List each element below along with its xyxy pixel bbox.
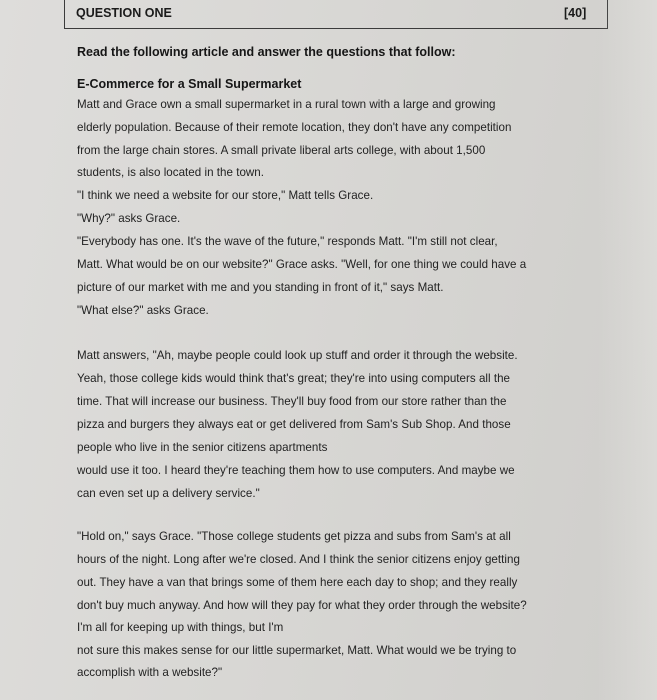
article-line: students, is also located in the town. (77, 166, 265, 179)
article-line: "I think we need a website for our store," Matt tells Grace. (77, 189, 374, 202)
article-line: I'm all for keeping up with things, but I'm (77, 621, 284, 634)
article-line: picture of our market with me and you standing in front of it," says Matt. (77, 281, 444, 294)
article-line: Matt answers, "Ah, maybe people could look up stuff and order it through the website. (77, 349, 518, 362)
article-line: "Hold on," says Grace. "Those college students get pizza and subs from Sam's at all (77, 530, 511, 543)
article-line: "What else?" asks Grace. (77, 304, 209, 317)
article-line: "Everybody has one. It's the wave of the future," responds Matt. "I'm still not clear, (77, 235, 498, 248)
article-line: pizza and burgers they always eat or get delivered from Sam's Sub Shop. And those (77, 418, 511, 431)
article-line: not sure this makes sense for our little supermarket, Matt. What would we be trying to (77, 644, 517, 657)
article-line: Yeah, those college kids would think that's great; they're into using computers all the (77, 372, 511, 385)
article-line: would use it too. I heard they're teaching them how to use computers. And maybe we (77, 464, 515, 477)
article-line: Matt and Grace own a small supermarket in a rural town with a large and growing (77, 98, 496, 111)
article-line: hours of the night. Long after we're closed. And I think the senior citizens enjoy getting (77, 553, 520, 566)
question-marks: [40] (564, 6, 587, 20)
article-line: can even set up a delivery service." (77, 487, 260, 500)
article-line: elderly population. Because of their remote location, they don't have any competition (77, 121, 512, 134)
instructions-heading: Read the following article and answer the questions that follow: (77, 45, 456, 59)
article-line: people who live in the senior citizens apartments (77, 441, 328, 454)
article-line: "Why?" asks Grace. (77, 212, 181, 225)
article-line: time. That will increase our business. They'll buy food from our store rather than the (77, 395, 507, 408)
article-line: out. They have a van that brings some of them here each day to shop; and they really (77, 576, 518, 589)
article-line: accomplish with a website?" (77, 666, 223, 679)
article-line: don't buy much anyway. And how will they pay for what they order through the website? (77, 599, 527, 612)
article-title: E-Commerce for a Small Supermarket (77, 77, 302, 91)
article-line: from the large chain stores. A small private liberal arts college, with about 1,500 (77, 144, 486, 157)
question-title: QUESTION ONE (76, 6, 172, 20)
article-line: Matt. What would be on our website?" Grace asks. "Well, for one thing we could have a (77, 258, 527, 271)
